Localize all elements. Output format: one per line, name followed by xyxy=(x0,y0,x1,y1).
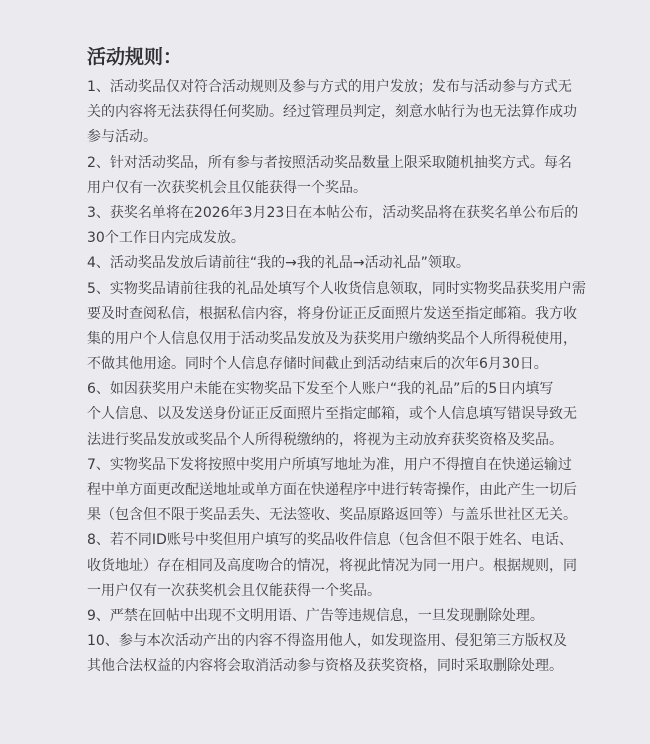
rule-text-line: 收货地址）存在相同及高度吻合的情况，将视此情况为同一用户。根据规则，同 xyxy=(87,557,577,574)
rule-text-line: 不做其他用途。同时个人信息存储时间截止到活动结束后的次年6月30日。 xyxy=(87,356,548,373)
rule-item xyxy=(87,453,587,529)
rule-text-line: 6、如因获奖用户未能在实物奖品下发至个人账户“我的礼品”后的5日内填写 xyxy=(87,381,554,398)
rule-text-line: 要及时查阅私信，根据私信内容，将身份证正反面照片发送至指定邮箱。我方收 xyxy=(87,305,577,322)
rule-text-line: 9、严禁在回帖中出现不文明用语、广告等违规信息，一旦发现删除处理。 xyxy=(87,607,544,624)
rule-text-line: 1、活动奖品仅对符合活动规则及参与方式的用户发放；发布与活动参与方式无 xyxy=(87,79,572,95)
rule-item xyxy=(87,201,587,251)
rule-item xyxy=(87,604,587,629)
rule-text-line: 其他合法权益的内容将会取消活动参与资格及获奖资格，同时采取删除处理。 xyxy=(87,658,563,675)
rule-text-line: 参与活动。 xyxy=(87,129,157,146)
rule-text-line: 法进行奖品发放或奖品个人所得税缴纳的，将视为主动放弃获奖资格及奖品。 xyxy=(87,431,563,448)
rule-item xyxy=(87,151,587,201)
rule-text-line: 8、若不同ID账号中奖但用户填写的奖品收件信息（包含但不限于姓名、电话、 xyxy=(87,532,573,549)
rule-text-line: 7、实物奖品下发将按照中奖用户所填写地址为准，用户不得擅自在快递运输过 xyxy=(87,456,572,473)
rule-text-line: 果（包含但不限于奖品丢失、无法签收、奖品原路返回等）与盖乐世社区无关。 xyxy=(87,507,577,524)
rule-text-line: 3、获奖名单将在2026年3月23日在本帖公布，活动奖品将在获奖名单公布后的 xyxy=(87,204,579,221)
rule-text-line: 2、针对活动奖品，所有参与者按照活动奖品数量上限采取随机抽奖方式。每名 xyxy=(87,154,572,171)
rule-item xyxy=(87,629,587,679)
rules-list xyxy=(87,75,587,680)
rule-item xyxy=(87,277,587,378)
rule-item xyxy=(87,528,587,604)
rule-text-line: 集的用户个人信息仅用于活动奖品发放及为获奖用户缴纳奖品个人所得税使用， xyxy=(87,330,577,347)
rule-text-line: 一用户仅有一次获奖机会且仅能获得一个奖品。 xyxy=(87,582,381,599)
rule-text-line: 用户仅有一次获奖机会且仅能获得一个奖品。 xyxy=(87,179,367,196)
page-title: 活动规则： xyxy=(87,46,183,68)
rule-text-line: 5、实物奖品请前往我的礼品处填写个人收货信息领取，同时实物奖品获奖用户需 xyxy=(87,280,586,297)
rule-item xyxy=(87,377,587,453)
rule-item xyxy=(87,75,587,151)
rule-text-line: 个人信息、以及发送身份证正反面照片至指定邮箱，或个人信息填写错误导致无 xyxy=(87,406,577,423)
rule-text-line: 10、参与本次活动产出的内容不得盗用他人，如发现盗用、侵犯第三方版权及 xyxy=(87,633,567,650)
rule-text-line: 30个工作日内完成发放。 xyxy=(87,230,245,247)
rule-text-line: 关的内容将无法获得任何奖励。经过管理员判定，刻意水帖行为也无法算作成功 xyxy=(87,104,577,121)
rule-text-line: 程中单方面更改配送地址或单方面在快递程序中进行转寄操作，由此产生一切后 xyxy=(87,482,577,498)
rule-text-line: 4、活动奖品发放后请前往“我的→我的礼品→活动礼品”领取。 xyxy=(87,255,470,272)
rule-item xyxy=(87,251,587,276)
